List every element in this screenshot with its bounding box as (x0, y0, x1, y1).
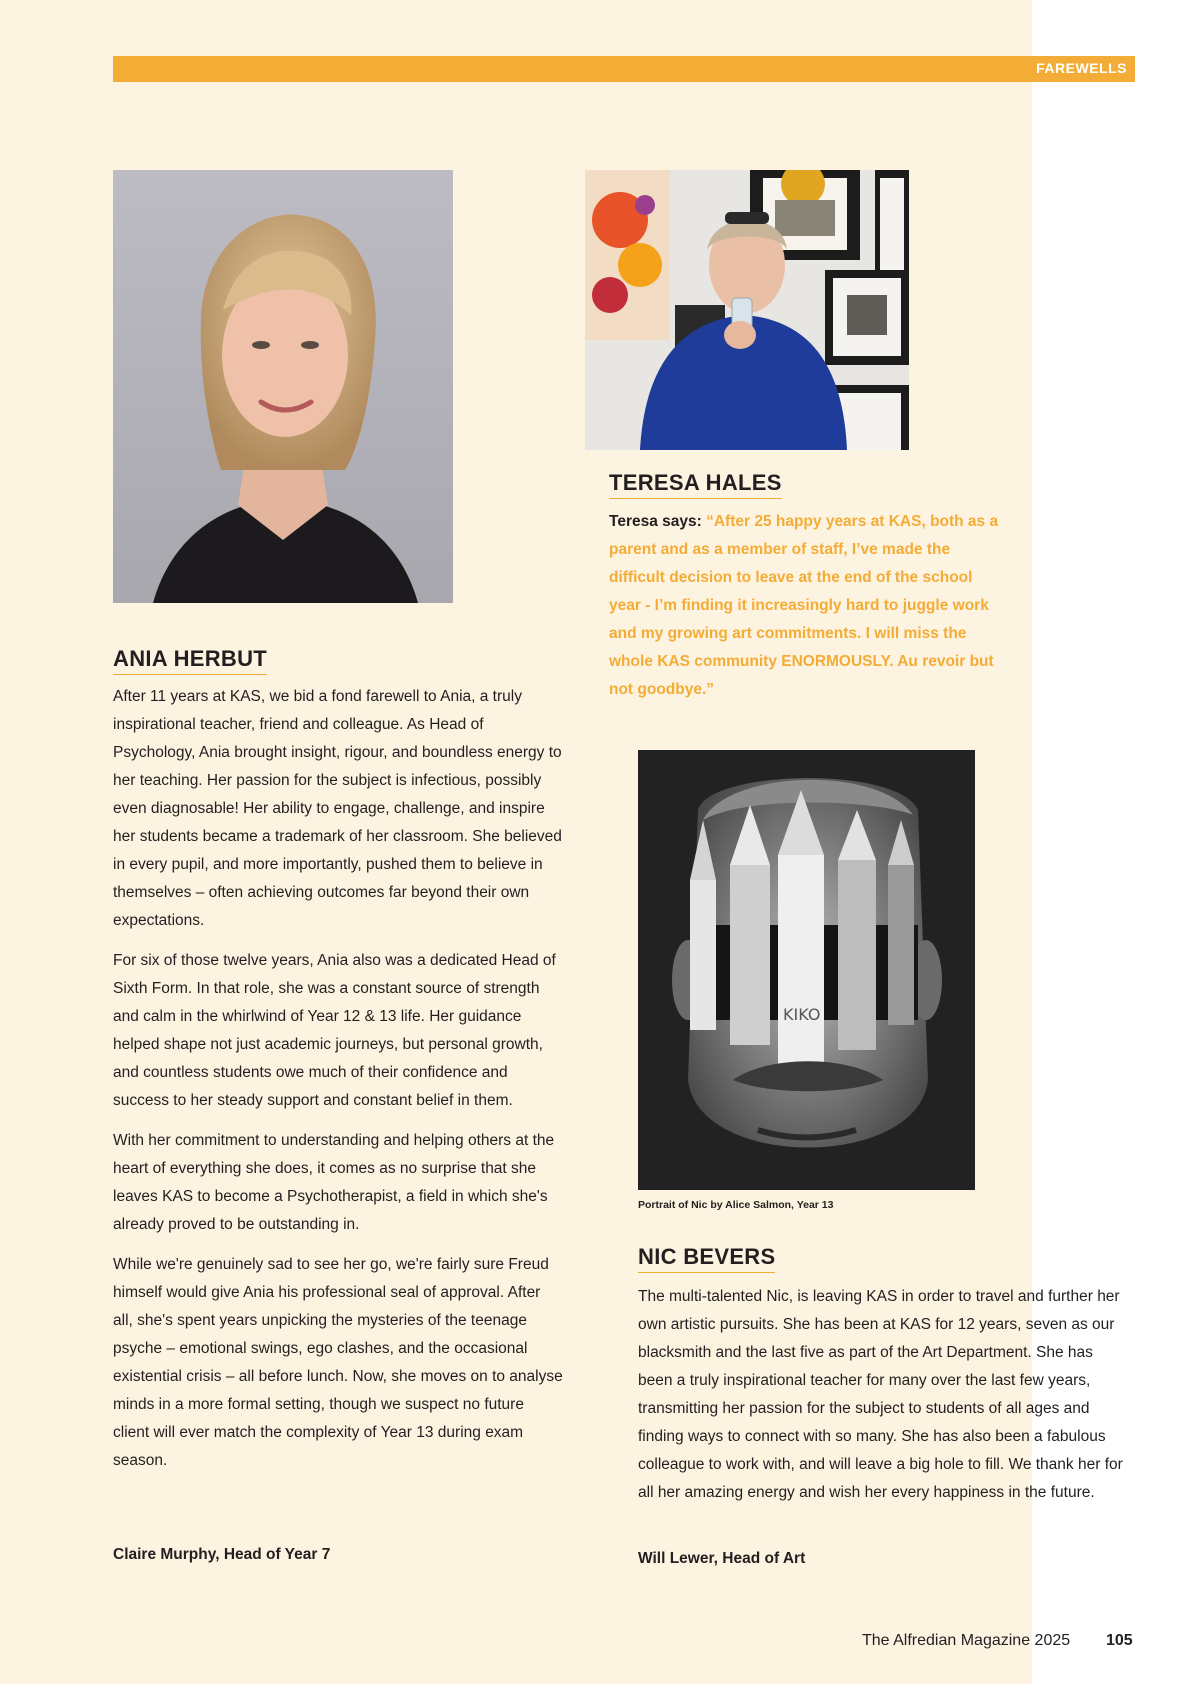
teresa-hales-photo (585, 170, 909, 450)
section-header-bar (113, 56, 1135, 82)
teresa-quote-text: “After 25 happy years at KAS, both as a parent and as a member of staff, I’ve made the difficult decision to leave at the end of the school year - I’m finding it increasingly hard to juggle work and my growing art commitments. I will miss the whole KAS community ENORMOUSLY. Au revoir but not goodbye.” (609, 513, 999, 698)
ania-paragraph-2: For six of those twelve years, Ania also was a dedicated Head of Sixth Form. In that role, she was a constant source of strength and calm in the whirlwind of Year 12 & 13 life. Her guidance helped shape not just academic journeys, but personal growth, and countless students owe much of their confidence and success to her steady support and constant belief in them. (113, 952, 556, 1109)
footer-magazine-title: The Alfredian Magazine 2025 (862, 1632, 1071, 1649)
ania-paragraph-1: After 11 years at KAS, we bid a fond farewell to Ania, a truly inspirational teacher, friend and colleague. As Head of Psychology, Ania brought insight, rigour, and boundless energy to her teaching. Her passion for the subject is infectious, possibly even diagnosable! Her ability to engage, challenge, and inspire her students became a trademark of her classroom. She believed in every pupil, and more importantly, pushed them to believe in themselves – often achieving outcomes far beyond their own expectations. (113, 688, 562, 929)
teresa-quote-lead: Teresa says: (609, 513, 707, 530)
ania-herbut-name: ANIA HERBUT (113, 646, 267, 675)
ania-paragraph-4: While we're genuinely sad to see her go, we're fairly sure Freud himself would give Ania his professional seal of approval. After all, she's spent years unpicking the mysteries of the teenage psyche – emotional swings, ego clashes, and the occasional existential crisis – all before lunch. Now, she moves on to analyse minds in a more formal setting, though we suspect no future client will ever match the complexity of Year 13 during exam season. (113, 1256, 563, 1469)
section-label: FAREWELLS (1036, 60, 1127, 76)
ania-signature: Claire Murphy, Head of Year 7 (113, 1546, 331, 1563)
nic-paragraph: The multi-talented Nic, is leaving KAS in order to travel and further her own artistic pursuits. She has been at KAS for 12 years, seven as our blacksmith and the last five as part of the Art Department. She has been a truly inspirational teacher for many over the last few years, transmitting her passion for the subject to students of all ages and finding ways to connect with so many. She has also been a fabulous colleague to work with, and will leave a big hole to fill. We thank her for all her amazing energy and wish her every happiness in the future. (638, 1288, 1123, 1501)
ania-herbut-article (113, 683, 563, 1487)
ania-herbut-photo (113, 170, 453, 603)
nic-bevers-portrait (638, 750, 975, 1190)
nic-portrait-caption: Portrait of Nic by Alice Salmon, Year 13 (638, 1199, 834, 1211)
teresa-quote (609, 508, 1005, 704)
kiko-text: KIKO (783, 1005, 821, 1024)
nic-bevers-name: NIC BEVERS (638, 1244, 775, 1273)
nic-signature: Will Lewer, Head of Art (638, 1550, 806, 1567)
footer-page-number: 105 (1106, 1632, 1133, 1649)
ania-paragraph-3: With her commitment to understanding and helping others at the heart of everything she does, it comes as no surprise that she leaves KAS to become a Psychotherapist, a field in which she's already proved to be outstanding in. (113, 1132, 555, 1233)
teresa-hales-name: TERESA HALES (609, 470, 782, 499)
nic-bevers-article (638, 1283, 1130, 1519)
